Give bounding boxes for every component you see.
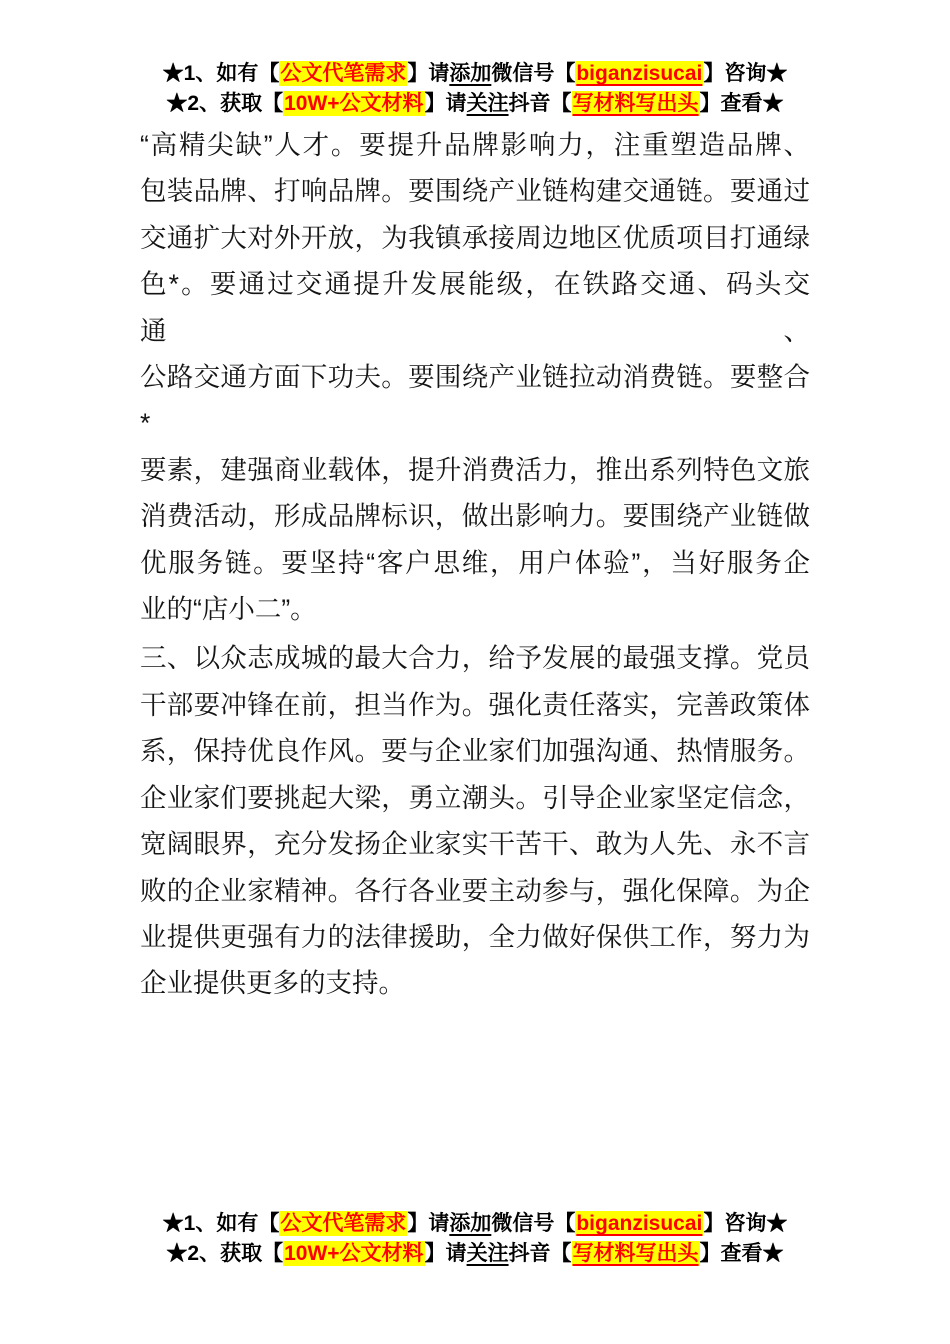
promo-header-line-1 [0,59,950,89]
promo-text: 抖音【 [508,92,572,115]
body-line: “高精尖缺”人才。要提升品牌影响力，注重塑造品牌、 [140,130,810,160]
promo-footer-line-1 [0,1209,950,1239]
promo-text: 微信号【 [491,62,576,85]
promo-highlight-materials: 10W+公文材料 [284,1242,424,1265]
promo-highlight-writing-need: 公文代笔需求 [280,1212,407,1235]
promo-text: 】查看★ [699,92,784,115]
body-line: 公路交通方面下功夫。要围绕产业链拉动消费链。要整合* [140,362,810,439]
promo-footer-line-2 [0,1239,950,1269]
promo-text: ★2、获取【 [166,92,284,115]
promo-text: 】请 [407,62,450,85]
body-line: 包装品牌、打响品牌。要围绕产业链构建交通链。要通过 [140,176,810,207]
body-line: 交通扩大对外开放，为我镇承接周边地区优质项目打通绿 [140,222,810,253]
body-line: 要素，建强商业载体，提升消费活力，推出系列特色文旅 [140,454,810,485]
body-line: 三、以众志成城的最大合力，给予发展的最强支撑。党员 [140,643,810,674]
body-line: 色*。要通过交通提升发展能级，在铁路交通、码头交通、 [140,269,810,346]
promo-highlight-douyin-id: 写材料写出头 [572,92,699,115]
body-line: 干部要冲锋在前，担当作为。强化责任落实，完善政策体 [140,689,810,720]
promo-highlight-douyin-id: 写材料写出头 [572,1242,699,1265]
promo-text: 】咨询★ [703,62,788,85]
promo-underline-add: 添加 [449,1212,492,1235]
promo-text: 】请 [407,1212,450,1235]
body-line: 业的“店小二”。 [140,594,317,625]
body-line: 消费活动，形成品牌标识，做出影响力。要围绕产业链做 [140,501,810,532]
promo-text: 微信号【 [491,1212,576,1235]
promo-underline-follow: 关注 [466,1242,509,1265]
promo-highlight-writing-need: 公文代笔需求 [280,62,407,85]
promo-text: 】咨询★ [703,1212,788,1235]
body-line: 业提供更强有力的法律援助，全力做好保供工作，努力为 [140,921,810,952]
promo-text: ★1、如有【 [162,1212,280,1235]
promo-text: 抖音【 [508,1242,572,1265]
promo-underline-add: 添加 [449,62,492,85]
body-line: 企业家们要挑起大梁，勇立潮头。引导企业家坚定信念， [140,782,810,813]
promo-underline-follow: 关注 [466,92,509,115]
body-line: 优服务链。要坚持“客户思维，用户体验”，当好服务企 [140,547,810,578]
promo-text: 】查看★ [699,1242,784,1265]
document-body [140,122,810,1007]
body-line: 宽阔眼界，充分发扬企业家实干苦干、敢为人先、永不言 [140,829,810,860]
promo-text: 】请 [424,1242,467,1265]
promo-footer [0,1209,950,1269]
promo-text: ★1、如有【 [162,62,280,85]
promo-text: ★2、获取【 [166,1242,284,1265]
body-line: 系，保持优良作风。要与企业家们加强沟通、热情服务。 [140,736,810,767]
promo-highlight-materials: 10W+公文材料 [284,92,424,115]
body-line: 企业提供更多的支持。 [140,968,405,999]
body-line: 败的企业家精神。各行各业要主动参与，强化保障。为企 [140,875,810,906]
promo-highlight-wechat-id: biganzisucai [576,1212,703,1235]
promo-highlight-wechat-id: biganzisucai [576,62,703,85]
promo-text: 】请 [424,92,467,115]
promo-header-line-2 [0,89,950,119]
promo-header [0,59,950,119]
paragraph-1 [140,122,810,632]
paragraph-2 [140,635,810,1006]
